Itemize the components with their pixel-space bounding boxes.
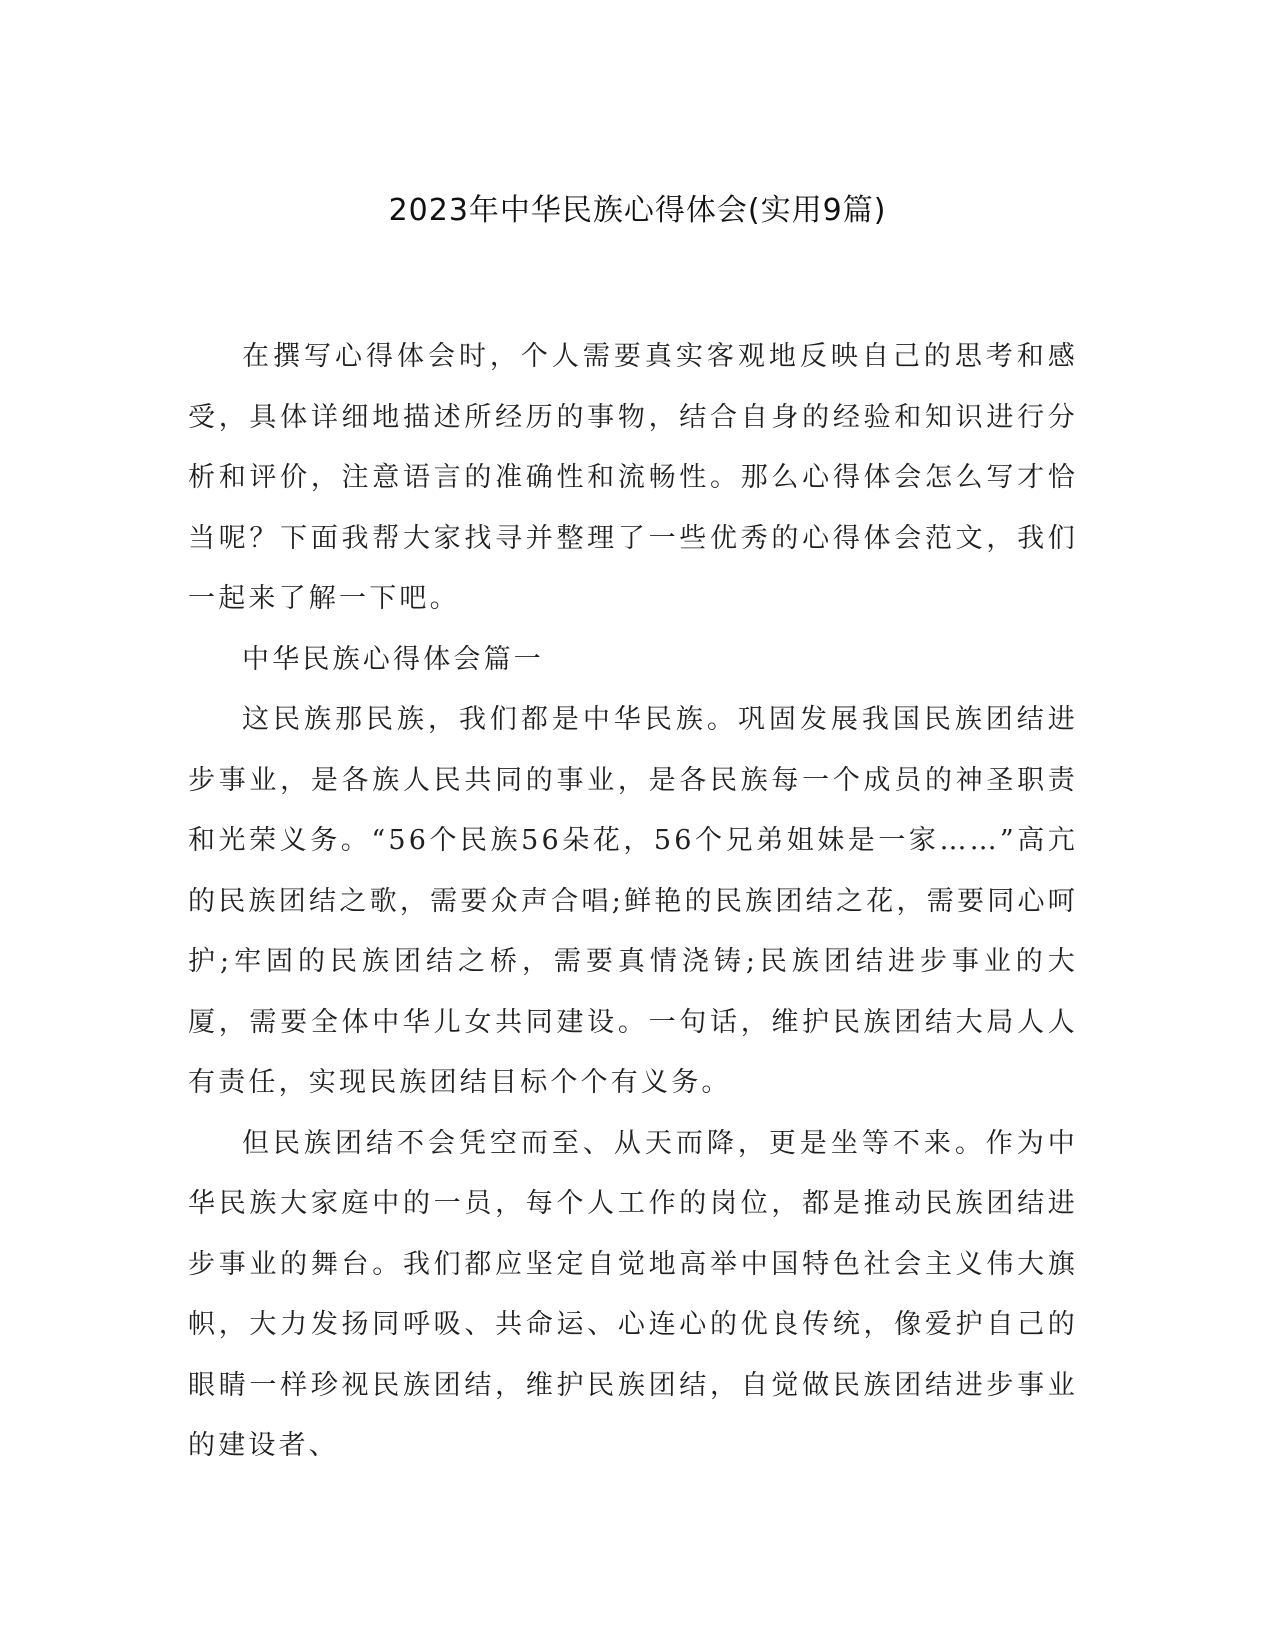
section-heading: 中华民族心得体会篇一 <box>242 643 544 675</box>
intro-paragraph: 在撰写心得体会时，个人需要真实客观地反映自己的思考和感受，具体详细地描述所经历的事物，结合自身的经验和知识进行分析和评价，注意语言的准确性和流畅性。那么心得体会怎么写才恰当呢？下面我帮大家找寻并整理了一些优秀的心得体会范文，我们一起来了解一下吧。 <box>188 341 1078 614</box>
document-body <box>188 327 1078 1477</box>
document-title: 2023年中华民族心得体会(实用9篇) <box>388 193 887 228</box>
body-paragraph: 这民族那民族，我们都是中华民族。巩固发展我国民族团结进步事业，是各族人民共同的事业，是各民族每一个成员的神圣职责和光荣义务。“56个民族56朵花，56个兄弟姐妹是一家……”高亢的民族团结之歌，需要众声合唱;鲜艳的民族团结之花，需要同心呵护;牢固的民族团结之桥，需要真情浇铸;民族团结进步事业的大厦，需要全体中华儿女共同建设。一句话，维护民族团结大局人人有责任，实现民族团结目标个个有义务。 <box>188 704 1078 1098</box>
body-paragraph: 但民族团结不会凭空而至、从天而降，更是坐等不来。作为中华民族大家庭中的一员，每个人工作的岗位，都是推动民族团结进步事业的舞台。我们都应坚定自觉地高举中国特色社会主义伟大旗帜，大力发扬同呼吸、共命运、心连心的优良传统，像爱护自己的眼睛一样珍视民族团结，维护民族团结，自觉做民族团结进步事业的建设者、 <box>188 1127 1078 1461</box>
